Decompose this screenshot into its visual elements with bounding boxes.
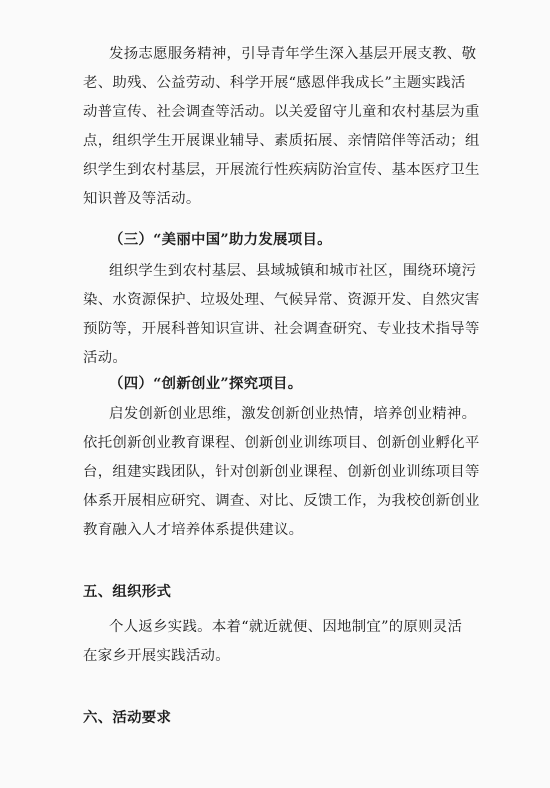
text-line: 教育融入人才培养体系提供建议。 xyxy=(83,522,304,538)
text-line: 个人返乡实践。本着“就近就便、因地制宜”的原则灵活 xyxy=(109,619,463,635)
subheading-text: （四）“创新创业”探究项目。 xyxy=(109,375,303,392)
text-line: 发扬志愿服务精神，引导青年学生深入基层开展支教、敬 xyxy=(109,46,477,62)
text-line: 台，组建实践团队，针对创新创业课程、创新创业训练项目等 xyxy=(83,464,480,480)
text-line: 点，组织学生开展课业辅导、素质拓展、亲情陪伴等活动；组 xyxy=(83,133,480,149)
section-heading-text: 五、组织形式 xyxy=(83,583,172,600)
subheading-text: （三）“美丽中国”助力发展项目。 xyxy=(109,231,332,248)
text-line: 染、水资源保护、垃圾处理、气候异常、资源开发、自然灾害 xyxy=(83,292,480,308)
text-line: 预防等，开展科普知识宣讲、社会调查研究、专业技术指导等 xyxy=(83,321,480,337)
paragraph-volunteer-service xyxy=(83,40,503,214)
text-line: 老、助残、公益劳动、科学开展“感恩伴我成长”主题实践活 xyxy=(83,75,466,91)
subheading-beautiful-china xyxy=(83,225,503,254)
section-heading-requirements xyxy=(83,703,503,732)
paragraph-innovation xyxy=(83,400,503,545)
text-line: 体系开展相应研究、调查、对比、反馈工作，为我校创新创业 xyxy=(83,493,480,509)
paragraph-organization xyxy=(83,613,503,671)
text-line: 动普宣传、社会调查等活动。以关爱留守儿童和农村基层为重 xyxy=(83,104,480,120)
subheading-innovation xyxy=(83,369,503,398)
section-heading-organization xyxy=(83,577,503,606)
text-line: 依托创新创业教育课程、创新创业训练项目、创新创业孵化平 xyxy=(83,435,480,451)
text-line: 活动。 xyxy=(83,350,128,366)
paragraph-beautiful-china xyxy=(83,257,503,373)
text-line: 在家乡开展实践活动。 xyxy=(83,648,230,664)
text-line: 知识普及等活动。 xyxy=(83,191,201,207)
section-heading-text: 六、活动要求 xyxy=(83,709,172,726)
text-line: 组织学生到农村基层、县域城镇和城市社区，围绕环境污 xyxy=(109,263,477,279)
text-line: 织学生到农村基层，开展流行性疾病防治宣传、基本医疗卫生 xyxy=(83,162,480,178)
text-line: 启发创新创业思维，激发创新创业热情，培养创业精神。 xyxy=(109,406,477,422)
